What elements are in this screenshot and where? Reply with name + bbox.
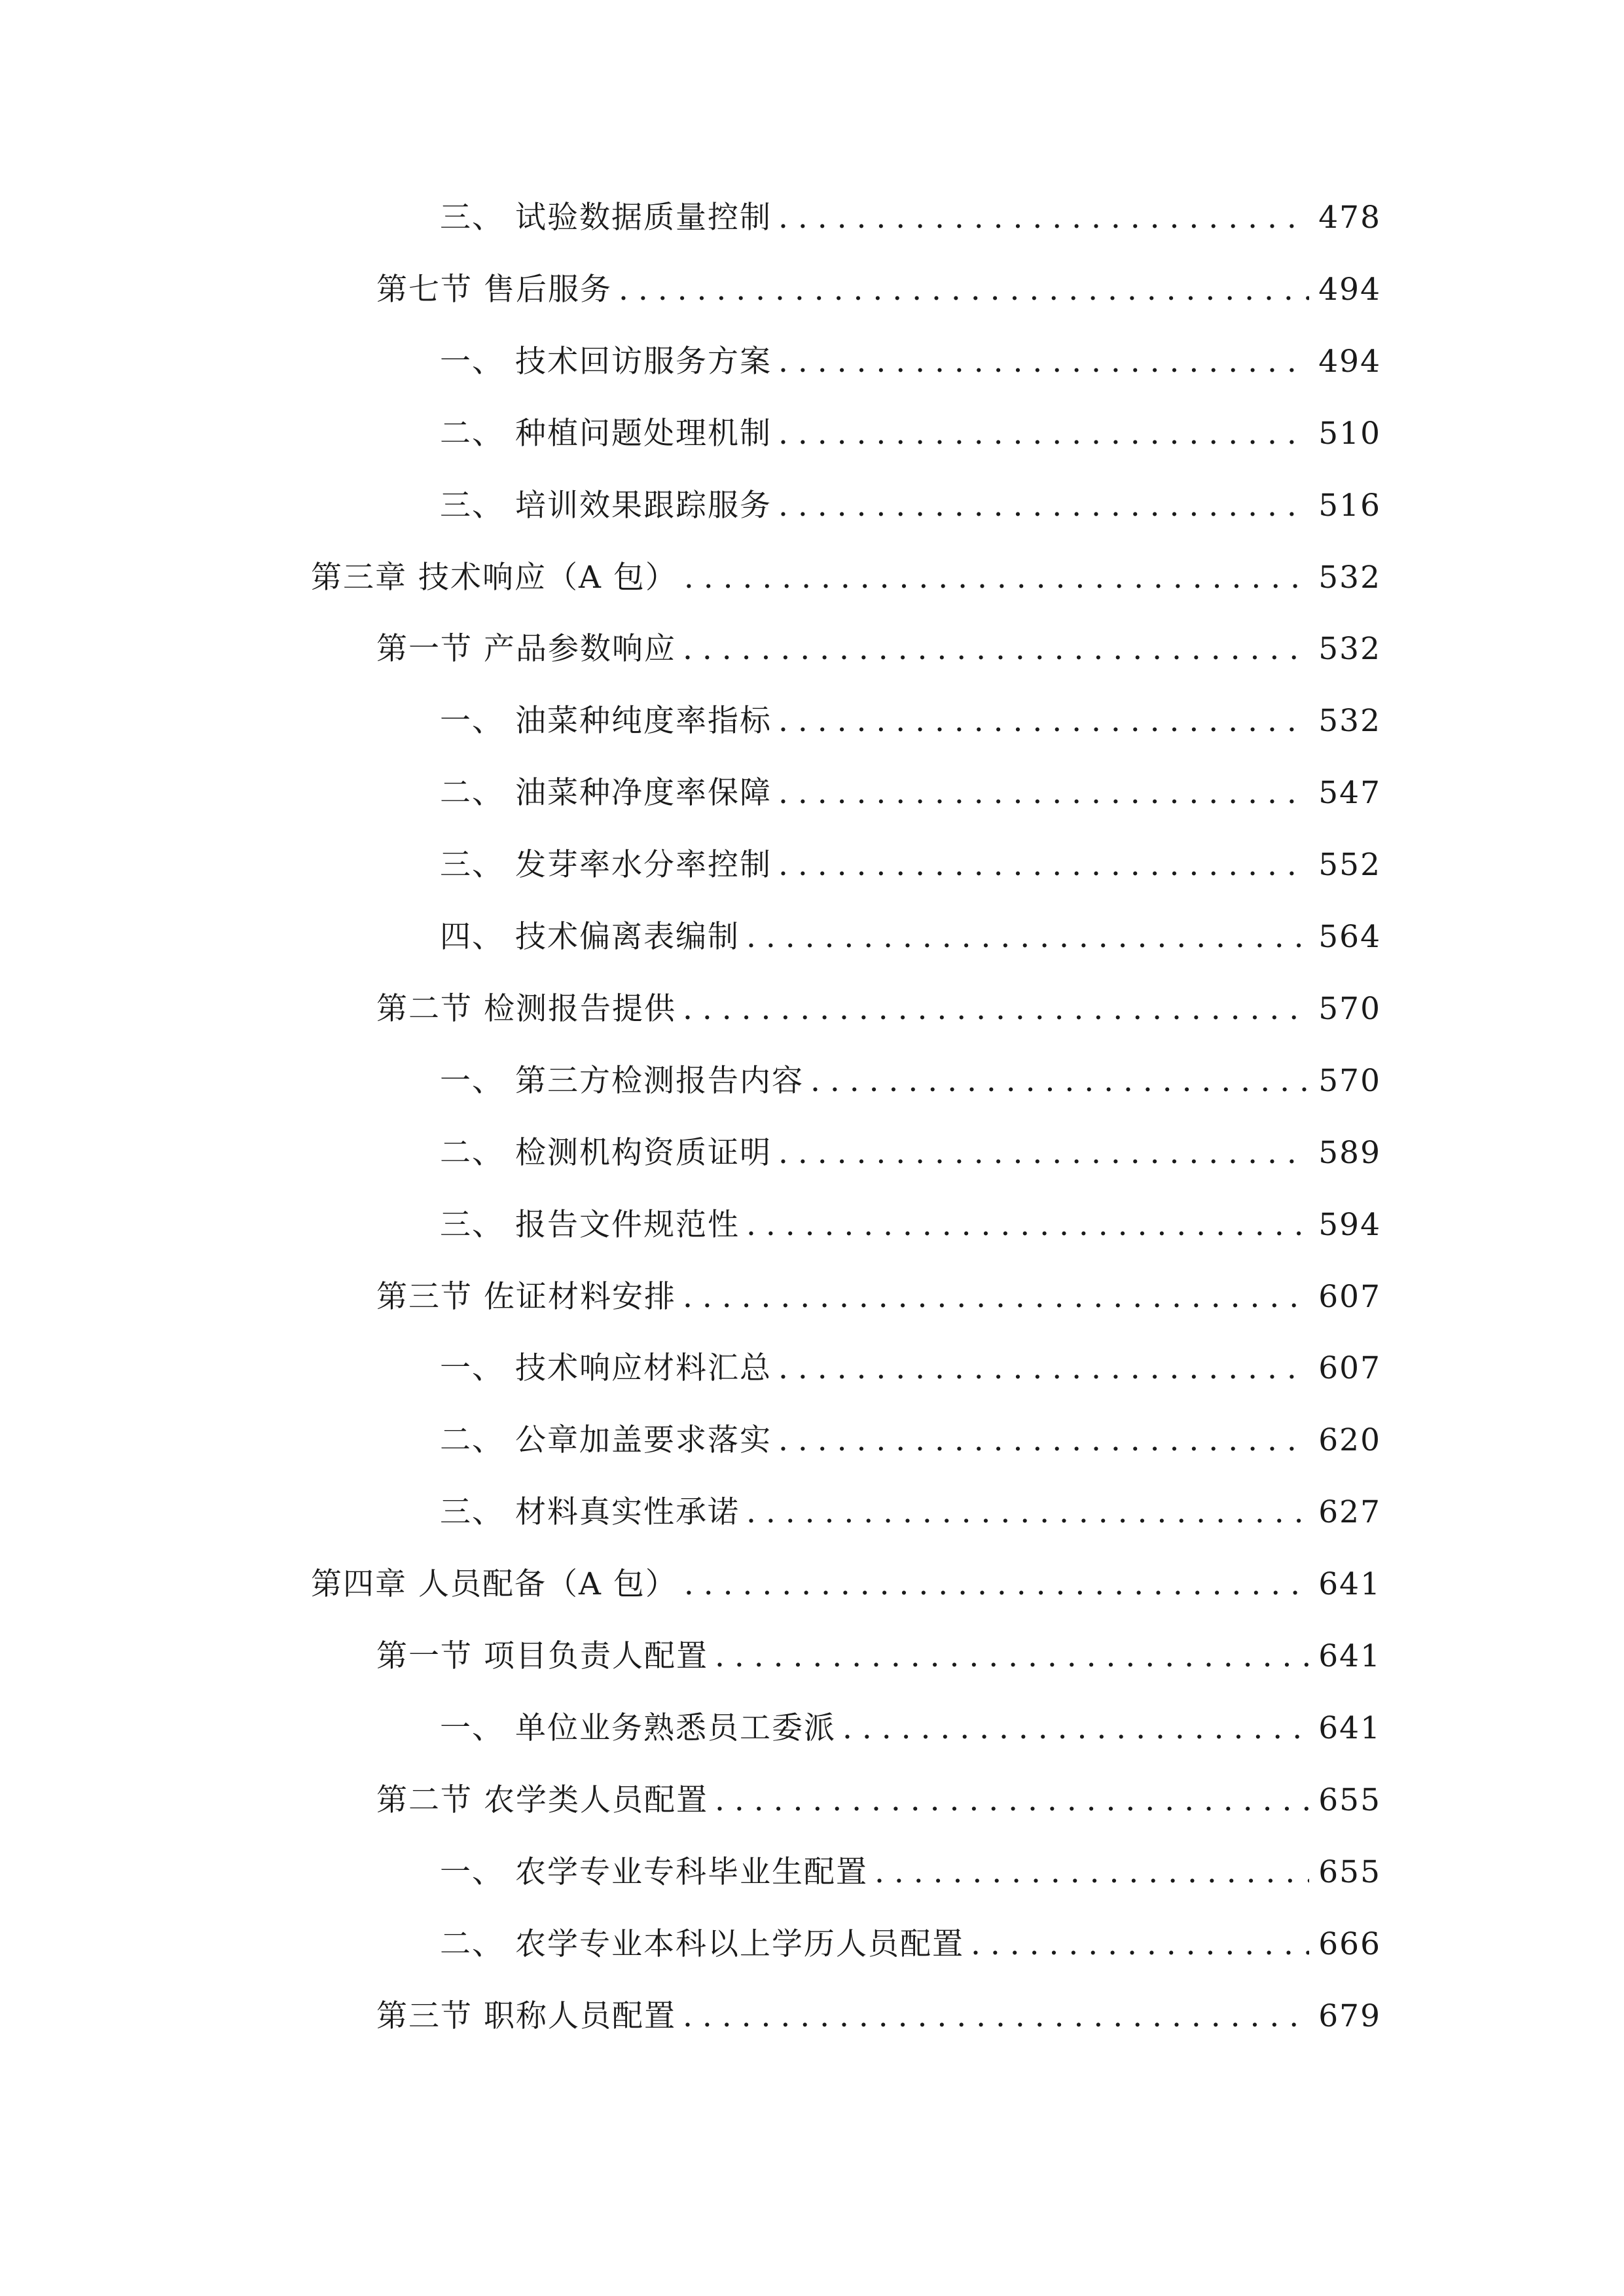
- toc-leader-dots: [619, 260, 1309, 319]
- toc-leader-dots: [684, 1555, 1309, 1614]
- toc-leader-dots: [683, 1268, 1309, 1327]
- toc-entry[interactable]: [376, 980, 1381, 1039]
- toc-entry-page-number: 510: [1318, 416, 1381, 452]
- toc-entry-title: 第四章 人员配备（A 包）: [311, 1566, 677, 1602]
- toc-leader-dots: [746, 1196, 1309, 1255]
- toc-leader-dots: [778, 1411, 1309, 1470]
- toc-entry-title: 一、 技术响应材料汇总: [440, 1350, 772, 1386]
- toc-entry[interactable]: [440, 1411, 1381, 1470]
- toc-leader-dots: [778, 692, 1309, 751]
- toc-entry[interactable]: [440, 1052, 1381, 1111]
- toc-leader-dots: [971, 1915, 1309, 1974]
- toc-entry-page-number: 494: [1318, 272, 1381, 308]
- toc-leader-dots: [684, 548, 1309, 607]
- toc-entry-title: 第二节 检测报告提供: [376, 991, 676, 1027]
- toc-leader-dots: [746, 1483, 1309, 1542]
- toc-entry[interactable]: [376, 260, 1381, 319]
- toc-entry[interactable]: [440, 1339, 1381, 1398]
- toc-entry[interactable]: [440, 692, 1381, 751]
- toc-entry[interactable]: [376, 620, 1381, 679]
- toc-entry-page-number: 607: [1318, 1279, 1381, 1315]
- toc-leader-dots: [746, 908, 1309, 967]
- toc-entry-title: 第三章 技术响应（A 包）: [311, 560, 677, 596]
- toc-entry[interactable]: [440, 908, 1381, 967]
- toc-entry-title: 第七节 售后服务: [376, 272, 612, 308]
- toc-entry-page-number: 532: [1318, 560, 1381, 596]
- toc-entry-page-number: 607: [1318, 1350, 1381, 1386]
- toc-entry-title: 三、 培训效果跟踪服务: [440, 488, 772, 524]
- toc-entry[interactable]: [376, 1987, 1381, 2046]
- toc-entry-page-number: 552: [1318, 847, 1381, 883]
- toc-entry-title: 三、 材料真实性承诺: [440, 1494, 740, 1530]
- toc-entry-page-number: 627: [1318, 1494, 1381, 1530]
- toc-leader-dots: [715, 1771, 1309, 1830]
- toc-entry[interactable]: [440, 1915, 1381, 1974]
- toc-leader-dots: [778, 836, 1309, 895]
- toc-entry-title: 二、 公章加盖要求落实: [440, 1422, 772, 1458]
- toc-entry-title: 一、 农学专业专科毕业生配置: [440, 1854, 868, 1890]
- toc-entry-page-number: 547: [1318, 775, 1381, 811]
- toc-entry[interactable]: [440, 476, 1381, 535]
- toc-entry-title: 第二节 农学类人员配置: [376, 1782, 708, 1818]
- toc-entry[interactable]: [440, 332, 1381, 391]
- toc-leader-dots: [778, 332, 1309, 391]
- toc-entry-title: 第三节 职称人员配置: [376, 1998, 676, 2034]
- toc-entry-title: 第一节 产品参数响应: [376, 631, 676, 667]
- toc-leader-dots: [778, 764, 1309, 823]
- toc-entry-title: 第一节 项目负责人配置: [376, 1638, 708, 1674]
- toc-entry-page-number: 494: [1318, 344, 1381, 380]
- toc-leader-dots: [683, 620, 1309, 679]
- toc-entry-page-number: 564: [1318, 919, 1381, 955]
- toc-entry-title: 一、 第三方检测报告内容: [440, 1063, 804, 1099]
- toc-entry-page-number: 570: [1318, 1063, 1381, 1099]
- toc-entry-title: 四、 技术偏离表编制: [440, 919, 740, 955]
- toc-leader-dots: [778, 404, 1309, 463]
- toc-entry-title: 三、 发芽率水分率控制: [440, 847, 772, 883]
- toc-entry-title: 二、 种植问题处理机制: [440, 416, 772, 452]
- toc-entry[interactable]: [440, 1699, 1381, 1758]
- toc-entry-page-number: 620: [1318, 1422, 1381, 1458]
- toc-entry[interactable]: [311, 1555, 1381, 1614]
- toc-entry-title: 二、 油菜种净度率保障: [440, 775, 772, 811]
- toc-entry-title: 三、 报告文件规范性: [440, 1207, 740, 1243]
- toc-entry-title: 一、 油菜种纯度率指标: [440, 703, 772, 739]
- toc-entry-page-number: 589: [1318, 1135, 1381, 1171]
- toc-entry[interactable]: [440, 188, 1381, 247]
- toc-entry-page-number: 655: [1318, 1782, 1381, 1818]
- toc-leader-dots: [683, 1987, 1309, 2046]
- toc-entry-title: 一、 技术回访服务方案: [440, 344, 772, 380]
- toc-leader-dots: [778, 1124, 1309, 1183]
- toc-entry-page-number: 666: [1318, 1926, 1381, 1962]
- toc-entry-title: 二、 农学专业本科以上学历人员配置: [440, 1926, 964, 1962]
- toc-leader-dots: [683, 980, 1309, 1039]
- toc-entry-page-number: 655: [1318, 1854, 1381, 1890]
- toc-entry[interactable]: [440, 836, 1381, 895]
- toc-entry[interactable]: [440, 1124, 1381, 1183]
- toc-leader-dots: [842, 1699, 1309, 1758]
- toc-entry-page-number: 641: [1318, 1638, 1381, 1674]
- toc-entry-title: 一、 单位业务熟悉员工委派: [440, 1710, 836, 1746]
- toc-entry[interactable]: [376, 1771, 1381, 1830]
- toc-leader-dots: [875, 1843, 1309, 1902]
- toc-entry-title: 二、 检测机构资质证明: [440, 1135, 772, 1171]
- toc-entry-page-number: 641: [1318, 1710, 1381, 1746]
- toc-leader-dots: [778, 1339, 1309, 1398]
- toc-entry-title: 三、 试验数据质量控制: [440, 200, 772, 236]
- toc-leader-dots: [810, 1052, 1309, 1111]
- toc-entry[interactable]: [440, 764, 1381, 823]
- toc-entry[interactable]: [440, 404, 1381, 463]
- toc-entry[interactable]: [440, 1196, 1381, 1255]
- toc-entry[interactable]: [440, 1843, 1381, 1902]
- toc-entry-page-number: 641: [1318, 1566, 1381, 1602]
- toc-entry[interactable]: [376, 1627, 1381, 1686]
- toc-leader-dots: [715, 1627, 1309, 1686]
- toc-entry-title: 第三节 佐证材料安排: [376, 1279, 676, 1315]
- toc-entry-page-number: 478: [1318, 200, 1381, 236]
- toc-leader-dots: [778, 476, 1309, 535]
- toc-entry-page-number: 570: [1318, 991, 1381, 1027]
- toc-leader-dots: [778, 188, 1309, 247]
- toc-entry[interactable]: [311, 548, 1381, 607]
- toc-entry[interactable]: [376, 1268, 1381, 1327]
- toc-entry-page-number: 516: [1318, 488, 1381, 524]
- toc-entry-page-number: 679: [1318, 1998, 1381, 2034]
- toc-entry-page-number: 594: [1318, 1207, 1381, 1243]
- toc-entry[interactable]: [440, 1483, 1381, 1542]
- toc-entry-page-number: 532: [1318, 703, 1381, 739]
- toc-entry-page-number: 532: [1318, 631, 1381, 667]
